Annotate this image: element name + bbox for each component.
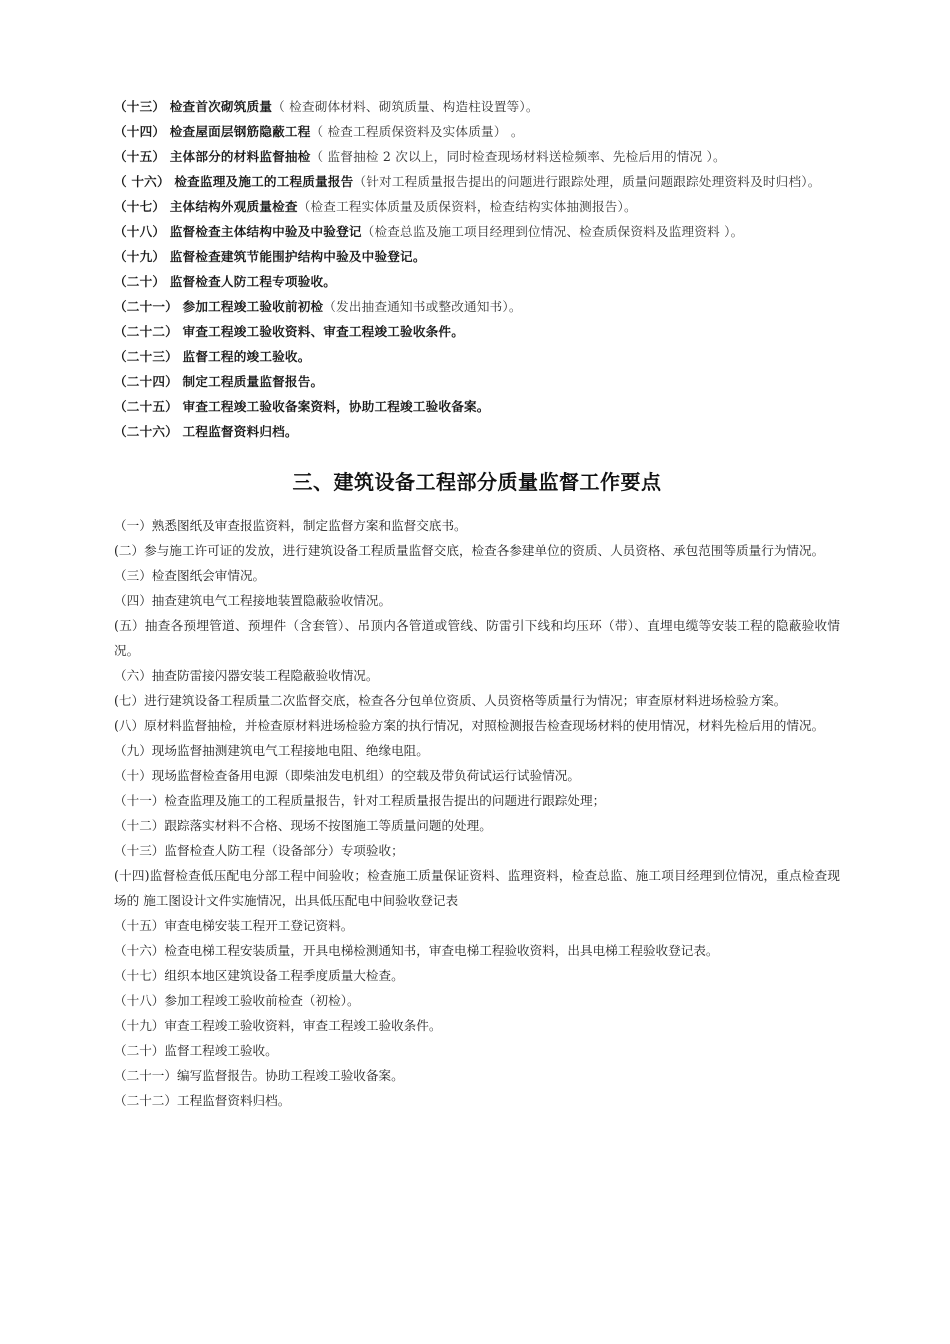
list-item: （十九）审查工程竣工验收资料，审查工程竣工验收条件。 [114,1018,442,1033]
item-label: （二十三） 监督工程的竣工验收。 [114,349,311,364]
list-item: （十六）检查电梯工程安装质量，开具电梯检测通知书，审查电梯工程验收资料，出具电梯工程验收登记表。 [114,943,719,958]
item-note: （检查工程实体质量及质保资料，检查结构实体抽测报告）。 [297,199,637,214]
list-item: （十二）跟踪落实材料不合格、现场不按图施工等质量问题的处理。 [114,818,492,833]
list-item [114,369,840,394]
item-label: （二十四） 制定工程质量监督报告。 [114,374,324,389]
part-one-list [114,94,840,444]
list-item [114,194,840,219]
list-item: （十五）审查电梯安装工程开工登记资料。 [114,918,354,933]
list-item [114,419,840,444]
item-note: （ 监督抽检 2 次以上，同时检查现场材料送检频率、先检后用的情况 ）。 [310,149,726,164]
list-item [114,319,840,344]
item-note: （针对工程质量报告提出的问题进行跟踪处理，质量问题跟踪处理资料及时归档）。 [353,174,821,189]
list-item: (二）参与施工许可证的发放，进行建筑设备工程质量监督交底，检查各参建单位的资质、人员资格、承包范围等质量行为情况。 [114,543,825,558]
item-label: （十四） 检查屋面层钢筋隐蔽工程 [114,124,311,139]
list-item: （十八）参加工程竣工验收前检查（初检）。 [114,993,360,1008]
list-item: （六）抽查防雷接闪器安装工程隐蔽验收情况。 [114,668,379,683]
item-label: （二十六） 工程监督资料归档。 [114,424,298,439]
list-item: （十）现场监督检查备用电源（即柴油发电机组）的空载及带负荷试运行试验情况。 [114,768,580,783]
list-item: (八）原材料监督抽检，并检查原材料进场检验方案的执行情况，对照检测报告检查现场材料的使用情况，材料先检后用的情况。 [114,718,825,733]
list-item: （二十一）编写监督报告。协助工程竣工验收备案。 [114,1068,404,1083]
part-three-list [114,513,840,1113]
list-item [114,244,840,269]
item-label: （二十五） 审查工程竣工验收备案资料，协助工程竣工验收备案。 [114,399,490,414]
item-label: （十五） 主体部分的材料监督抽检 [114,149,311,164]
list-item: (五）抽查各预埋管道、预埋件（含套管）、吊顶内各管道或管线、防雷引下线和均压环（带）、直埋电缆等安装工程的隐蔽验收情况。 [114,618,840,658]
list-item: （十一）检查监理及施工的工程质量报告，针对工程质量报告提出的问题进行跟踪处理； [114,793,606,808]
list-item [114,294,840,319]
item-note: （ 检查工程质保资料及实体质量） 。 [310,124,524,139]
list-item [114,144,840,169]
list-item: (七）进行建筑设备工程质量二次监督交底，检查各分包单位资质、人员资格等质量行为情况；审查原材料进场检验方案。 [114,693,787,708]
list-item [114,269,840,294]
list-item [114,344,840,369]
item-label: （二十） 监督检查人防工程专项验收。 [114,274,337,289]
list-item [114,94,840,119]
item-note: （检查总监及施工项目经理到位情况、检查质保资料及监理资料 ）。 [361,224,744,239]
list-item: （九）现场监督抽测建筑电气工程接地电阻、绝缘电阻。 [114,743,429,758]
item-label: （十八） 监督检查主体结构中验及中验登记 [114,224,362,239]
list-item: （二十）监督工程竣工验收。 [114,1043,278,1058]
item-note: （发出抽查通知书或整改通知书）。 [323,299,522,314]
item-label: （十七） 主体结构外观质量检查 [114,199,298,214]
list-item: (十四)监督检查低压配电分部工程中间验收；检查施工质量保证资料、监理资料，检查总监、施工项目经理到位情况，重点检查现场的 施工图设计文件实施情况，出具低压配电中间验收登记表 [114,868,840,908]
item-label: （二十一） 参加工程竣工验收前初检 [114,299,324,314]
list-item: （一）熟悉图纸及审查报监资料，制定监督方案和监督交底书。 [114,518,467,533]
list-item: （十三）监督检查人防工程（设备部分）专项验收； [114,843,404,858]
section-title: 三、建筑设备工程部分质量监督工作要点 [292,470,662,494]
list-item [114,119,840,144]
list-item [114,169,840,194]
list-item: （三）检查图纸会审情况。 [114,568,266,583]
list-item [114,394,840,419]
item-label: （二十二） 审查工程竣工验收资料、审查工程竣工验收条件。 [114,324,465,339]
list-item: （四）抽查建筑电气工程接地装置隐蔽验收情况。 [114,593,392,608]
list-item: （十七）组织本地区建筑设备工程季度质量大检查。 [114,968,404,983]
list-item: （二十二）工程监督资料归档。 [114,1093,291,1108]
item-note: （ 检查砌体材料、砌筑质量、构造柱设置等）。 [272,99,539,114]
item-label: （ 十六） 检查监理及施工的工程质量报告 [114,174,354,189]
document-page [114,94,840,1113]
list-item [114,219,840,244]
item-label: （十九） 监督检查建筑节能围护结构中验及中验登记。 [114,249,426,264]
item-label: （十三） 检查首次砌筑质量 [114,99,273,114]
